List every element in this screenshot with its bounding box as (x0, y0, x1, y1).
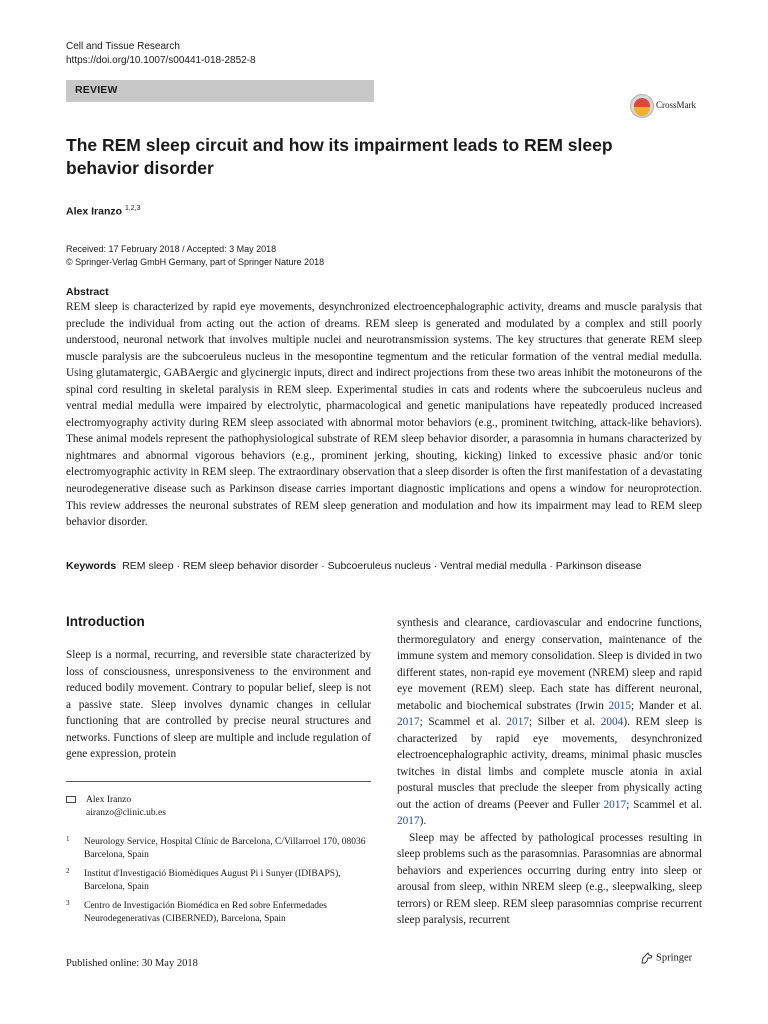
crossmark-icon (630, 94, 654, 118)
footnote-divider (66, 781, 371, 782)
introduction-left-column: Sleep is a normal, recurring, and reversible state characterized by loss of consciousness, unresponsiveness to the environment and reduced bodily movement. Contrary to popular belief, sleep is not a passive state. Sleep involves dynamic changes in cellular functioning that are controlled by precise neural structures and networks. Functions of sleep are multiple and include regulation of gene expression, protein (66, 649, 371, 760)
copyright-line: © Springer-Verlag GmbH Germany, part of Springer Nature 2018 (66, 257, 325, 267)
article-title: The REM sleep circuit and how its impairment leads to REM sleep behavior disorder (66, 135, 613, 178)
published-date: Published online: 30 May 2018 (66, 958, 198, 969)
affiliation-2 (66, 868, 371, 894)
article-type-label: REVIEW (75, 84, 118, 96)
article-type-bar (66, 80, 374, 102)
received-accepted: Received: 17 February 2018 / Accepted: 3 May 2018 (66, 244, 277, 254)
text-run: ). (419, 815, 427, 827)
introduction-heading: Introduction (66, 614, 145, 629)
author-affiliation-marks: 1,2,3 (124, 205, 141, 212)
text-run: ; Scammel et al. (419, 716, 507, 728)
affiliation-3 (66, 900, 371, 926)
keywords-list: REM sleep · REM sleep behavior disorder · Subcoeruleus nucleus · Ventral medial medulla · Parkinson disease (122, 560, 642, 572)
corresponding-author (66, 794, 166, 820)
author-line (66, 205, 141, 218)
doi-link[interactable]: https://doi.org/10.1007/s00441-018-2852-8 (66, 55, 256, 66)
crossmark-badge[interactable] (630, 94, 702, 120)
author-name[interactable]: Alex Iranzo (66, 205, 123, 218)
affiliation-text: Institut d'Investigació Biomèdiques August Pi i Sunyer (IDIBAPS), Barcelona, Spain (84, 869, 341, 892)
text-run: synthesis and clearance, cardiovascular and endocrine functions, thermoregulatory and energy conservation, maintenance of the immune system and memory consolidation. Sleep is divided in two different states, non-rapid eye movement (NREM) sleep and rapid eye movement (REM) sleep. Each state has different neuronal, metabolic and biochemical substrates (Irwin (397, 617, 702, 712)
crossmark-label: CrossMark (656, 100, 696, 110)
citation-link[interactable]: 2015 (608, 699, 632, 712)
keywords-line (66, 560, 642, 572)
text-run: ; Mander et al. (631, 699, 703, 712)
affiliation-1 (66, 836, 371, 862)
corresponding-name: Alex Iranzo (86, 795, 132, 805)
text-run: ; Scammel et al. (626, 798, 703, 811)
citation-link[interactable]: 2017 (603, 798, 627, 811)
introduction-right-column (397, 615, 702, 929)
journal-name: Cell and Tissue Research (66, 41, 180, 52)
envelope-icon (66, 796, 76, 803)
corresponding-email[interactable]: airanzo@clinic.ub.es (86, 808, 166, 818)
right-paragraph-2: Sleep may be affected by pathological processes resulting in sleep problems such as the parasomnias. Parasomnias are abnormal behaviors and experiences occurring during entry into sleep or arousal from sleep, within NREM sleep (e.g., sleepwalking, sleep terrors) or REM sleep. REM sleep parasomnias comprise recurrent sleep paralysis, recurrent (397, 831, 702, 926)
affiliation-number: 1 (66, 835, 70, 843)
citation-link[interactable]: 2017 (506, 716, 529, 728)
abstract-text: REM sleep is characterized by rapid eye movements, desynchronized electroencephalographic activity, dreams and muscle paralysis that preclude the individual from acting out the action of dreams. REM sleep is generated and modulated by a complex and still poorly understood, neuronal network that involves multiple nuclei and neurotransmission systems. The key structures that generate REM sleep muscle paralysis are the subcoeruleus nucleus in the mesopontine tegmentum and the reticular formation of the ventral medial medulla. Using glutamatergic, GABAergic and glycinergic inputs, direct and indirect projections from these two areas inhibit the motoneurons of the spinal cord resulting in skeletal paralysis in REM sleep. Experimental studies in cats and rodents where the subcoeruleus nucleus and ventral medial medulla were impaired by electrolytic, pharmacological and genetic manipulations have repeatedly produced increased electromyography activity during REM sleep associated with abnormal motor behaviors (e.g., prominent twitching, attack-like behaviors). These animal models represent the pathophysiological substrate of REM sleep behavior disorder, a parasomnia in humans characterized by nightmares and abnormal vigorous behaviors (e.g., prominent jerking, shouting, kicking) linked to excessive phasic and/or tonic electromyographic activity in REM sleep. The extraordinary observation that a sleep disorder is often the first manifestation of a devastating neurodegenerative disease such as Parkinson disease carries important diagnostic implications and opens a window for neuroprotection. This review addresses the neuronal substrates of REM sleep generation and modulation and how its impairment may lead to REM sleep behavior disorder. (66, 301, 702, 529)
text-run: ). REM sleep is characterized by rapid eye movements, desynchronized electroencephalographic activity, dreams, minimal phasic muscles twitches in distal limbs and complete muscle atonia in axial postural muscles that preclude the sleeper from physically acting out the action of dreams (Peever and Fuller (397, 716, 702, 811)
citation-link[interactable]: 2004 (600, 716, 624, 728)
journal-header (66, 40, 256, 68)
citation-link[interactable]: 2017 (397, 716, 420, 728)
citation-link[interactable]: 2017 (397, 815, 420, 827)
keywords-heading: Keywords (66, 560, 117, 572)
text-run: ; Silber et al. (528, 716, 601, 728)
affiliation-text: Centro de Investigación Biomédica en Red sobre Enfermedades Neurodegenerativas (CIBERNED), Barcelona, Spain (84, 901, 327, 924)
springer-horse-icon (640, 952, 654, 964)
affiliation-number: 3 (66, 899, 70, 907)
abstract-heading: Abstract (66, 286, 109, 298)
right-paragraph-1 (397, 615, 702, 830)
affiliation-number: 2 (66, 867, 70, 875)
publisher-name: Springer (656, 952, 693, 964)
article-dates (66, 243, 324, 269)
affiliation-text: Neurology Service, Hospital Clínic de Barcelona, C/Villarroel 170, 08036 Barcelona, Spain (84, 837, 366, 860)
publisher-logo (640, 952, 692, 964)
